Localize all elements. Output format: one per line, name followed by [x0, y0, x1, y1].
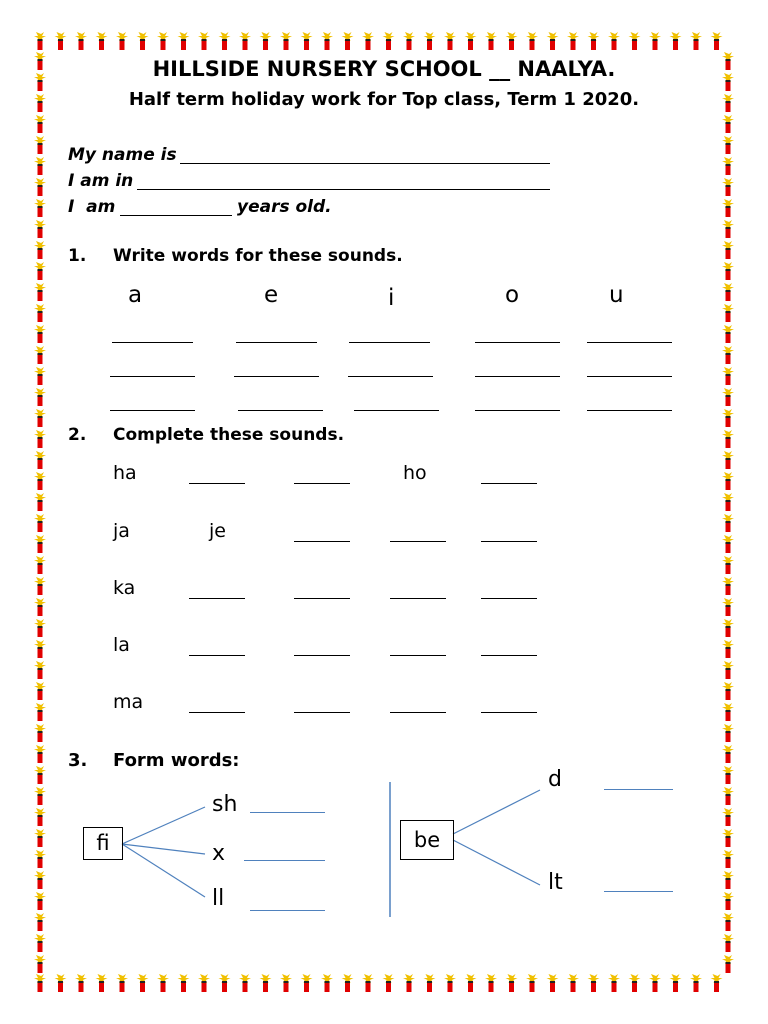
stem-box-be: [400, 820, 454, 860]
age-label: I am: [68, 197, 116, 217]
answer-line[interactable]: [604, 789, 673, 790]
sound-letter-o: o: [505, 282, 520, 308]
sound-letter-i: i: [388, 285, 395, 311]
sound-letter-a: a: [128, 282, 143, 308]
syllable-je: je: [209, 520, 226, 542]
ending-lt: lt: [548, 870, 563, 895]
stem-box-fi: [83, 827, 123, 860]
age-suffix: years old.: [237, 197, 332, 217]
answer-line[interactable]: [604, 891, 673, 892]
class-label: I am in: [68, 171, 134, 191]
q2-instruction: Complete these sounds.: [113, 425, 345, 445]
q3-number: 3.: [68, 750, 88, 771]
stem-be: be: [413, 828, 441, 852]
ending-x: x: [212, 841, 226, 866]
q3-instruction: Form words:: [113, 750, 240, 771]
sound-letter-u: u: [609, 282, 624, 308]
answer-line[interactable]: [250, 812, 325, 813]
syllable-ma: ma: [113, 691, 144, 713]
q1-number: 1.: [68, 246, 87, 266]
ending-sh: sh: [212, 792, 238, 817]
answer-line[interactable]: [244, 860, 325, 861]
syllable-ho: ho: [403, 462, 427, 484]
stem-fi: fi: [96, 831, 110, 855]
q2-number: 2.: [68, 425, 87, 445]
q1-instruction: Write words for these sounds.: [113, 246, 403, 266]
syllable-ja: ja: [113, 520, 130, 542]
syllable-la: la: [113, 634, 130, 656]
ending-ll: ll: [212, 886, 225, 911]
syllable-ka: ka: [113, 577, 136, 599]
name-label: My name is: [68, 145, 177, 165]
answer-line[interactable]: [250, 910, 325, 911]
syllable-ha: ha: [113, 462, 137, 484]
school-title: HILLSIDE NURSERY SCHOOL __ NAALYA.: [152, 57, 616, 81]
sound-letter-e: e: [264, 282, 279, 308]
worksheet-subtitle: Half term holiday work for Top class, Term 1 2020.: [128, 89, 640, 110]
ending-d: d: [548, 767, 562, 792]
